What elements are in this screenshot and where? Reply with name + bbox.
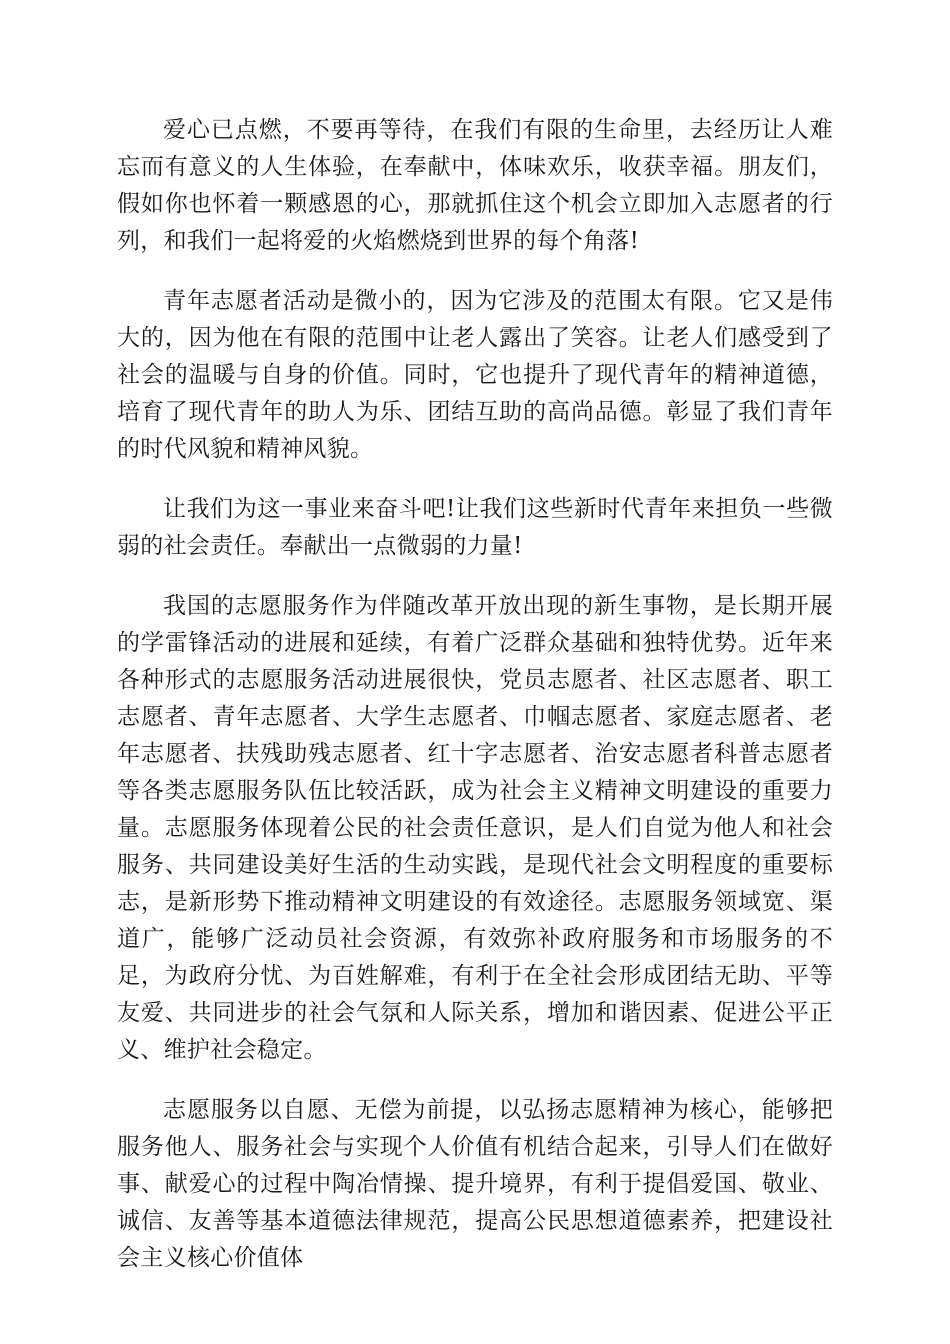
paragraph-4: 我国的志愿服务作为伴随改革开放出现的新生事物，是长期开展的学雷锋活动的进展和延续，有着广泛群众基础和独特优势。近年来各种形式的志愿服务活动进展很快，党员志愿者、社区志愿者、职工志愿者、青年志愿者、大学生志愿者、巾帼志愿者、家庭志愿者、老年志愿者、扶残助残志愿者、红十字志愿者、治安志愿者科普志愿者等各类志愿服务队伍比较活跃，成为社会主义精神文明建设的重要力量。志愿服务体现着公民的社会责任意识，是人们自觉为他人和社会服务、共同建设美好生活的生动实践，是现代社会文明程度的重要标志，是新形势下推动精神文明建设的有效途径。志愿服务领域宽、渠道广，能够广泛动员社会资源，有效弥补政府服务和市场服务的不足，为政府分忧、为百姓解难，有利于在全社会形成团结无助、平等友爱、共同进步的社会气氛和人际关系，增加和谐因素、促进公平正义、维护社会稳定。 xyxy=(117,593,833,1063)
paragraph-2: 青年志愿者活动是微小的，因为它涉及的范围太有限。它又是伟大的，因为他在有限的范围中让老人露出了笑容。让老人们感受到了社会的温暖与自身的价值。同时，它也提升了现代青年的精神道德，培育了现代青年的助人为乐、团结互助的高尚品德。彰显了我们青年的时代风貌和精神风貌。 xyxy=(117,288,833,462)
paragraph-5: 志愿服务以自愿、无偿为前提，以弘扬志愿精神为核心，能够把服务他人、服务社会与实现个人价值有机结合起来，引导人们在做好事、献爱心的过程中陶冶情操、提升境界，有利于提倡爱国、敬业、诚信、友善等基本道德法律规范，提高公民思想道德素养，把建设社会主义核心价值体 xyxy=(117,1097,833,1271)
document-body xyxy=(117,112,833,1300)
paragraph-3: 让我们为这一事业来奋斗吧!让我们这些新时代青年来担负一些微弱的社会责任。奉献出一点微弱的力量! xyxy=(117,496,833,559)
paragraph-1: 爱心已点燃，不要再等待，在我们有限的生命里，去经历让人难忘而有意义的人生体验，在奉献中，体味欢乐，收获幸福。朋友们，假如你也怀着一颗感恩的心，那就抓住这个机会立即加入志愿者的行列，和我们一起将爱的火焰燃烧到世界的每个角落! xyxy=(117,117,833,254)
